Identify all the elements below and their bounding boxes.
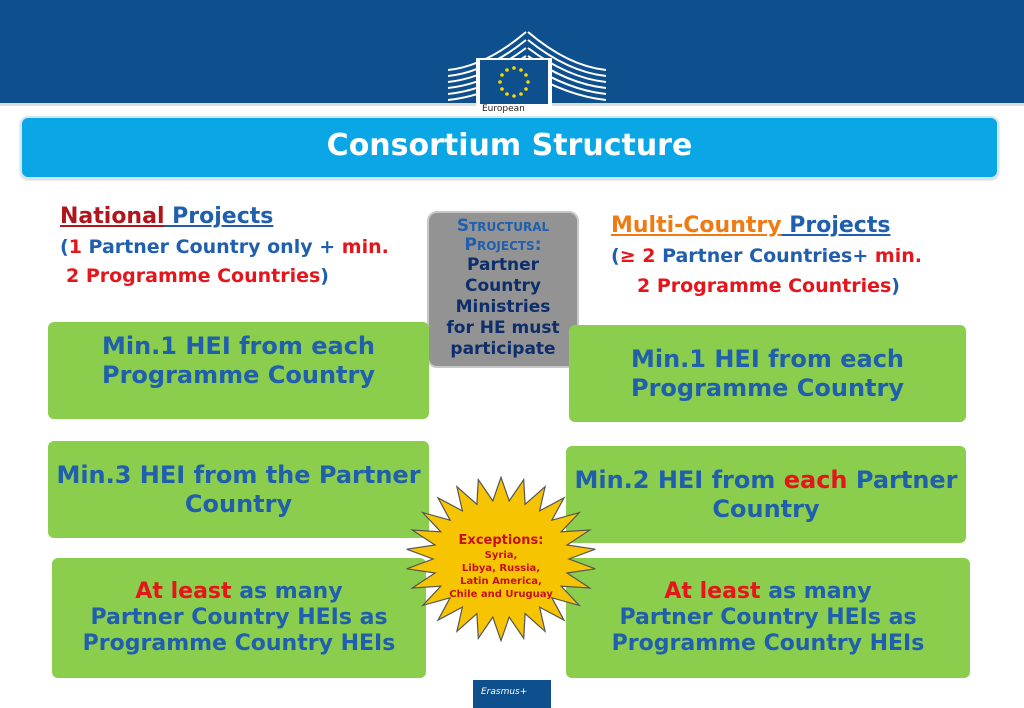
- structural-body: Partner Country Ministries for HE must participate: [446, 255, 560, 359]
- footer-erasmus-tab: [473, 680, 551, 708]
- projects-label: Projects: [781, 213, 891, 238]
- projects-label: Projects: [164, 204, 274, 229]
- footer-label: Erasmus+: [481, 687, 528, 697]
- national-criteria-line1: (1 Partner Country only + min.: [60, 236, 389, 258]
- multi-box-programme-hei: Min.1 HEI from each Programme Country: [569, 325, 966, 422]
- national-box-programme-hei: Min.1 HEI from each Programme Country: [48, 322, 429, 419]
- structural-projects-box: [427, 211, 579, 368]
- national-box-partner-hei: Min.3 HEI from the Partner Country: [48, 441, 429, 538]
- page-title: Consortium Structure: [326, 128, 693, 163]
- multi-box-partner-hei: Min.2 HEI from each Partner Country: [566, 446, 966, 543]
- structural-title: Structural Projects:: [456, 216, 550, 255]
- national-criteria-line2: 2 Programme Countries): [66, 265, 329, 287]
- multi-criteria-line2: 2 Programme Countries): [637, 275, 900, 297]
- multi-box-balance: At least as many Partner Country HEIs as Programme Country HEIs: [566, 558, 970, 678]
- european-commission-logo: [446, 30, 608, 118]
- multi-country-label: Multi-Country: [611, 213, 782, 238]
- national-box-balance: At least as many Partner Country HEIs as Programme Country HEIs: [52, 558, 426, 678]
- national-projects-heading: [60, 203, 273, 231]
- title-banner: [20, 116, 999, 179]
- multi-country-projects-heading: [611, 212, 890, 240]
- multi-criteria-line1: (≥ 2 Partner Countries+ min.: [611, 245, 922, 267]
- national-label: National: [60, 204, 165, 229]
- logo-text: European: [482, 104, 525, 114]
- exceptions-text: Exceptions: Syria, Libya, Russia, Latin America, Chile and Uruguay: [449, 533, 553, 600]
